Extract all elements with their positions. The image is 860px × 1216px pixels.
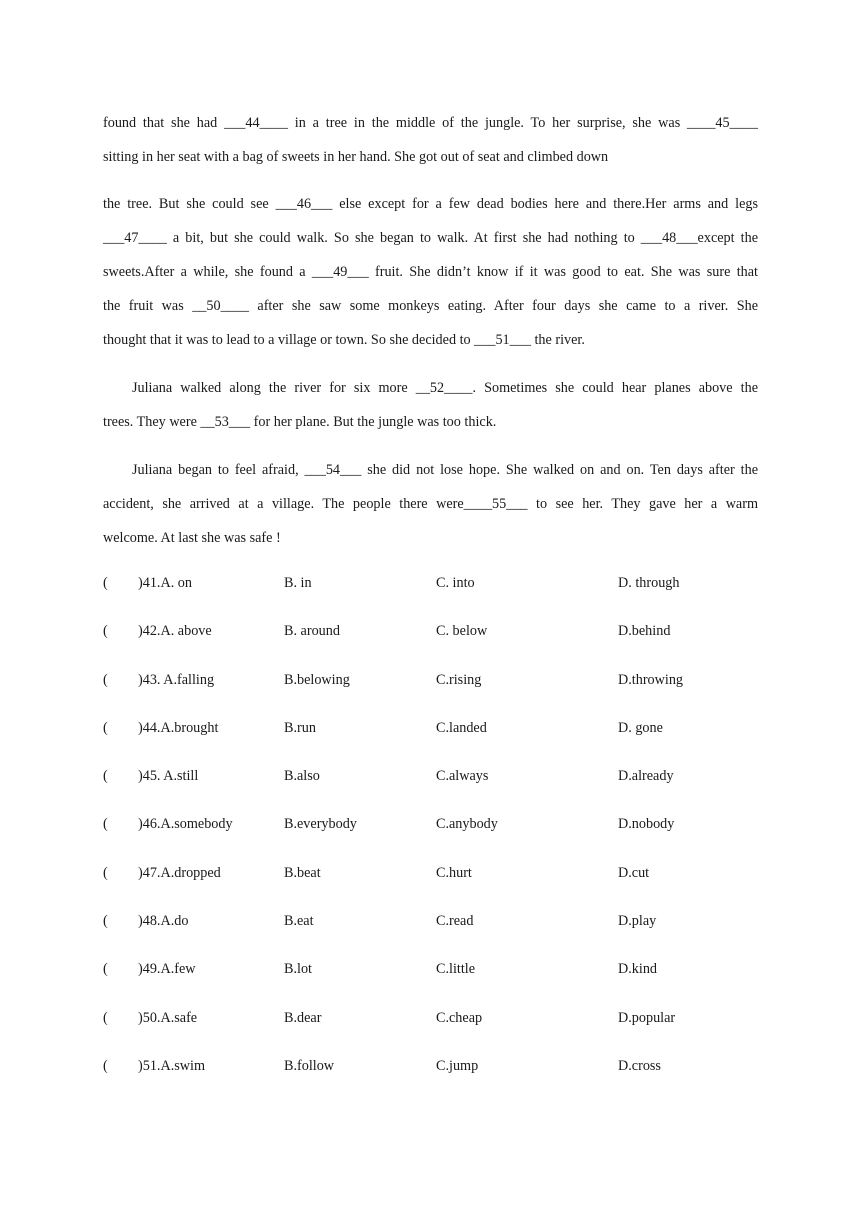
option-a: )41.A. on xyxy=(138,575,192,591)
option-a: )48.A.do xyxy=(138,913,189,930)
option-a: )51.A.swim xyxy=(138,1057,205,1074)
option-b: B.also xyxy=(284,768,320,785)
answer-bracket: ( xyxy=(103,1009,108,1026)
option-d: D.play xyxy=(618,913,657,930)
answer-bracket: ( xyxy=(103,623,108,640)
passage xyxy=(103,106,758,555)
option-d: D.popular xyxy=(618,1009,676,1026)
question-row xyxy=(103,757,758,805)
question-row xyxy=(103,661,758,709)
option-d: D.kind xyxy=(618,961,658,978)
option-b: B. in xyxy=(284,575,312,591)
option-a: )50.A.safe xyxy=(138,1009,198,1026)
option-d: D.nobody xyxy=(618,816,675,833)
passage-line: the tree. But she could see ___46___ else except for a few dead bodies here and there.Her arms and legs xyxy=(103,196,758,212)
passage-line: Juliana walked along the river for six more __52____. Sometimes she could hear planes above the xyxy=(132,380,758,396)
option-c: C.always xyxy=(436,768,489,785)
question-list xyxy=(103,564,758,1095)
option-d: D.cross xyxy=(618,1057,661,1074)
option-b: B.everybody xyxy=(284,816,357,833)
answer-bracket: ( xyxy=(103,719,108,736)
passage-line: accident, she arrived at a village. The people there were____55___ to see her. They gave her a warm xyxy=(103,496,758,512)
option-a: )47.A.dropped xyxy=(138,864,221,881)
answer-bracket: ( xyxy=(103,768,108,785)
answer-bracket: ( xyxy=(103,816,108,833)
option-c: C.cheap xyxy=(436,1009,483,1026)
option-d: D. through xyxy=(618,575,680,591)
answer-bracket: ( xyxy=(103,1057,108,1074)
answer-bracket: ( xyxy=(103,671,108,688)
option-b: B.beat xyxy=(284,864,321,881)
question-row xyxy=(103,902,758,950)
option-c: C.jump xyxy=(436,1057,479,1074)
option-d: D.already xyxy=(618,768,674,785)
option-b: B.run xyxy=(284,719,316,736)
answer-bracket: ( xyxy=(103,575,108,591)
passage-line: the fruit was __50____ after she saw some monkeys eating. After four days she came to a river. She xyxy=(103,298,758,314)
option-b: B.follow xyxy=(284,1057,335,1074)
passage-line: welcome. At last she was safe ! xyxy=(103,530,281,546)
option-d: D. gone xyxy=(618,719,663,736)
option-b: B.dear xyxy=(284,1009,322,1026)
paragraph-gap xyxy=(103,357,758,371)
answer-bracket: ( xyxy=(103,864,108,881)
option-b: B.belowing xyxy=(284,671,350,688)
option-c: C. below xyxy=(436,623,488,640)
option-c: C.landed xyxy=(436,719,487,736)
passage-line: sweets.After a while, she found a ___49___ fruit. She didn’t know if it was good to eat. She was sure that xyxy=(103,264,758,280)
option-a: )45. A.still xyxy=(138,768,199,785)
passage-line: Juliana began to feel afraid, ___54___ she did not lose hope. She walked on and on. Ten days after the xyxy=(132,462,758,478)
passage-line: ___47____ a bit, but she could walk. So she began to walk. At first she had nothing to ___48___except the xyxy=(103,230,758,246)
option-c: C. into xyxy=(436,575,475,591)
passage-line: sitting in her seat with a bag of sweets in her hand. She got out of seat and climbed down xyxy=(103,149,609,165)
paragraph-gap xyxy=(103,174,758,187)
passage-line: thought that it was to lead to a village or town. So she decided to ___51___ the river. xyxy=(103,332,585,348)
option-a: )42.A. above xyxy=(138,623,212,640)
question-row xyxy=(103,999,758,1047)
option-c: C.read xyxy=(436,913,474,930)
option-b: B. around xyxy=(284,623,340,640)
question-row xyxy=(103,854,758,902)
option-a: )43. A.falling xyxy=(138,671,215,688)
passage-line: trees. They were __53___ for her plane. But the jungle was too thick. xyxy=(103,414,497,430)
option-b: B.eat xyxy=(284,913,314,930)
question-row xyxy=(103,709,758,757)
question-row xyxy=(103,564,758,612)
option-d: D.behind xyxy=(618,623,671,640)
question-row xyxy=(103,805,758,853)
option-a: )49.A.few xyxy=(138,961,196,978)
option-c: C.little xyxy=(436,961,476,978)
option-d: D.cut xyxy=(618,864,650,881)
option-a: )46.A.somebody xyxy=(138,816,233,833)
option-c: C.anybody xyxy=(436,816,498,833)
option-d: D.throwing xyxy=(618,671,684,688)
option-c: C.rising xyxy=(436,671,482,688)
option-a: )44.A.brought xyxy=(138,719,219,736)
paragraph-gap xyxy=(103,439,758,453)
answer-bracket: ( xyxy=(103,961,108,978)
option-c: C.hurt xyxy=(436,864,472,881)
passage-line: found that she had ___44____ in a tree in the middle of the jungle. To her surprise, she was ____45____ xyxy=(103,115,758,131)
option-b: B.lot xyxy=(284,961,312,978)
question-row xyxy=(103,1047,758,1095)
answer-bracket: ( xyxy=(103,913,108,930)
question-row xyxy=(103,950,758,998)
question-row xyxy=(103,612,758,660)
